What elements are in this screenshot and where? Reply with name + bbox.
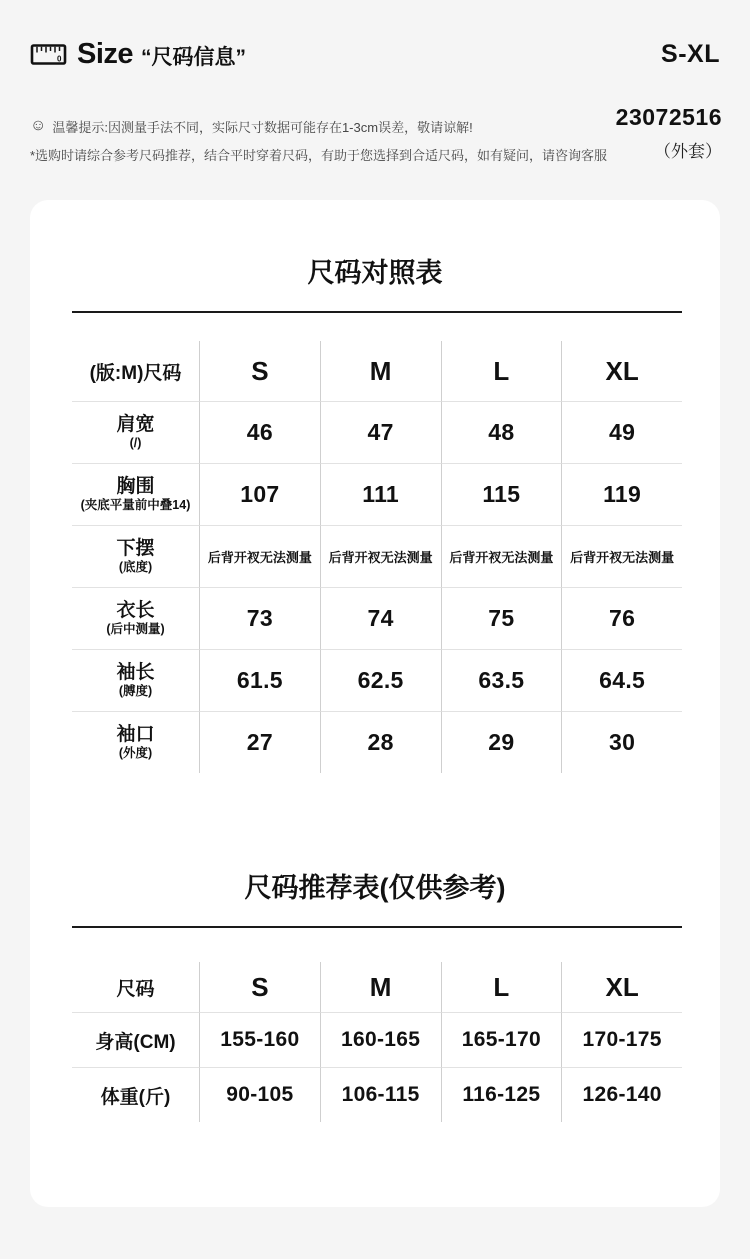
table-cell: 119 bbox=[561, 463, 682, 525]
table-cell: 111 bbox=[320, 463, 441, 525]
row-label-sub: (/) bbox=[129, 435, 142, 450]
tip-line-1 bbox=[30, 112, 607, 140]
row-label-main: 肩宽 bbox=[116, 414, 155, 436]
row-label-sub: (膊度) bbox=[118, 683, 153, 698]
column-header-m: M bbox=[320, 341, 441, 401]
ruler-icon bbox=[30, 42, 67, 67]
table-cell: 62.5 bbox=[320, 649, 441, 711]
row-label-length bbox=[72, 587, 199, 649]
table-cell: 29 bbox=[441, 711, 562, 773]
table-cell: 后背开衩无法测量 bbox=[320, 525, 441, 587]
row-label-sub: (后中测量) bbox=[106, 621, 165, 636]
table-cell: 64.5 bbox=[561, 649, 682, 711]
table-cell: 165-170 bbox=[441, 1012, 562, 1067]
table-cell: 107 bbox=[199, 463, 320, 525]
tips-block bbox=[30, 112, 607, 168]
row-label-sleeve-length bbox=[72, 649, 199, 711]
row-label-main: 袖长 bbox=[116, 662, 155, 684]
table-cell: 后背开衩无法测量 bbox=[199, 525, 320, 587]
table-corner-label: (版:M)尺码 bbox=[89, 362, 182, 384]
row-label-sub: (外度) bbox=[118, 745, 153, 760]
table-cell: 28 bbox=[320, 711, 441, 773]
row-label-main: 衣长 bbox=[116, 600, 155, 622]
table-corner-label: 尺码 bbox=[116, 978, 155, 1000]
table-cell: 170-175 bbox=[561, 1012, 682, 1067]
column-header-s: S bbox=[199, 962, 320, 1012]
row-label-shoulder bbox=[72, 401, 199, 463]
table-cell: 46 bbox=[199, 401, 320, 463]
row-label-main: 袖口 bbox=[116, 724, 155, 746]
table-cell: 63.5 bbox=[441, 649, 562, 711]
title-rule bbox=[72, 926, 682, 928]
row-label-sub: (底度) bbox=[118, 559, 153, 574]
tip-text-2: *选购时请综合参考尺码推荐，结合平时穿着尺码，有助于您选择到合适尺码，如有疑问，请咨询客服 bbox=[30, 147, 608, 163]
column-header-l: L bbox=[441, 962, 562, 1012]
row-label-main: 下摆 bbox=[116, 538, 155, 560]
product-category: （外套） bbox=[654, 142, 722, 161]
row-label-main: 胸围 bbox=[116, 476, 155, 498]
size-chart-table bbox=[72, 341, 682, 773]
size-range: S-XL bbox=[661, 40, 720, 68]
svg-text:0: 0 bbox=[57, 54, 62, 64]
size-title: Size bbox=[77, 38, 134, 70]
table-cell: 73 bbox=[199, 587, 320, 649]
row-label-height: 身高(CM) bbox=[72, 1012, 199, 1067]
table-cell: 49 bbox=[561, 401, 682, 463]
table-cell: 后背开衩无法测量 bbox=[561, 525, 682, 587]
table-cell: 30 bbox=[561, 711, 682, 773]
header bbox=[0, 0, 750, 200]
brand-row bbox=[30, 38, 246, 71]
table-cell: 48 bbox=[441, 401, 562, 463]
product-code: 23072516 bbox=[615, 104, 722, 130]
table-cell: 106-115 bbox=[320, 1067, 441, 1122]
table-cell: 160-165 bbox=[320, 1012, 441, 1067]
column-header-xl: XL bbox=[561, 341, 682, 401]
table-cell: 115 bbox=[441, 463, 562, 525]
product-code-block bbox=[616, 104, 722, 162]
table-cell: 74 bbox=[320, 587, 441, 649]
table-cell: 116-125 bbox=[441, 1067, 562, 1122]
size-chart-title: 尺码对照表 bbox=[307, 258, 443, 288]
table-cell: 后背开衩无法测量 bbox=[441, 525, 562, 587]
table-cell: 47 bbox=[320, 401, 441, 463]
tip-line-2 bbox=[30, 140, 607, 168]
table-cell: 75 bbox=[441, 587, 562, 649]
table-cell: 76 bbox=[561, 587, 682, 649]
row-label-sub: (夹底平量前中叠14) bbox=[80, 497, 191, 512]
row-label-bust bbox=[72, 463, 199, 525]
recommend-chart-title: 尺码推荐表(仅供参考) bbox=[244, 873, 506, 903]
smiley-icon: ☺ bbox=[30, 117, 47, 134]
table-cell: 126-140 bbox=[561, 1067, 682, 1122]
row-label-weight: 体重(斤) bbox=[72, 1067, 199, 1122]
size-card bbox=[30, 200, 720, 1207]
table-cell: 27 bbox=[199, 711, 320, 773]
column-header-l: L bbox=[441, 341, 562, 401]
title-rule bbox=[72, 311, 682, 313]
table-cell: 61.5 bbox=[199, 649, 320, 711]
row-label-cuff bbox=[72, 711, 199, 773]
recommend-chart-table bbox=[72, 962, 682, 1122]
size-subtitle: “尺码信息” bbox=[141, 45, 247, 69]
column-header-s: S bbox=[199, 341, 320, 401]
tip-text-1: 温馨提示:因测量手法不同，实际尺寸数据可能存在1-3cm误差，敬请谅解! bbox=[52, 119, 473, 135]
table-cell: 155-160 bbox=[199, 1012, 320, 1067]
row-label-hem bbox=[72, 525, 199, 587]
column-header-m: M bbox=[320, 962, 441, 1012]
column-header-xl: XL bbox=[561, 962, 682, 1012]
table-cell: 90-105 bbox=[199, 1067, 320, 1122]
